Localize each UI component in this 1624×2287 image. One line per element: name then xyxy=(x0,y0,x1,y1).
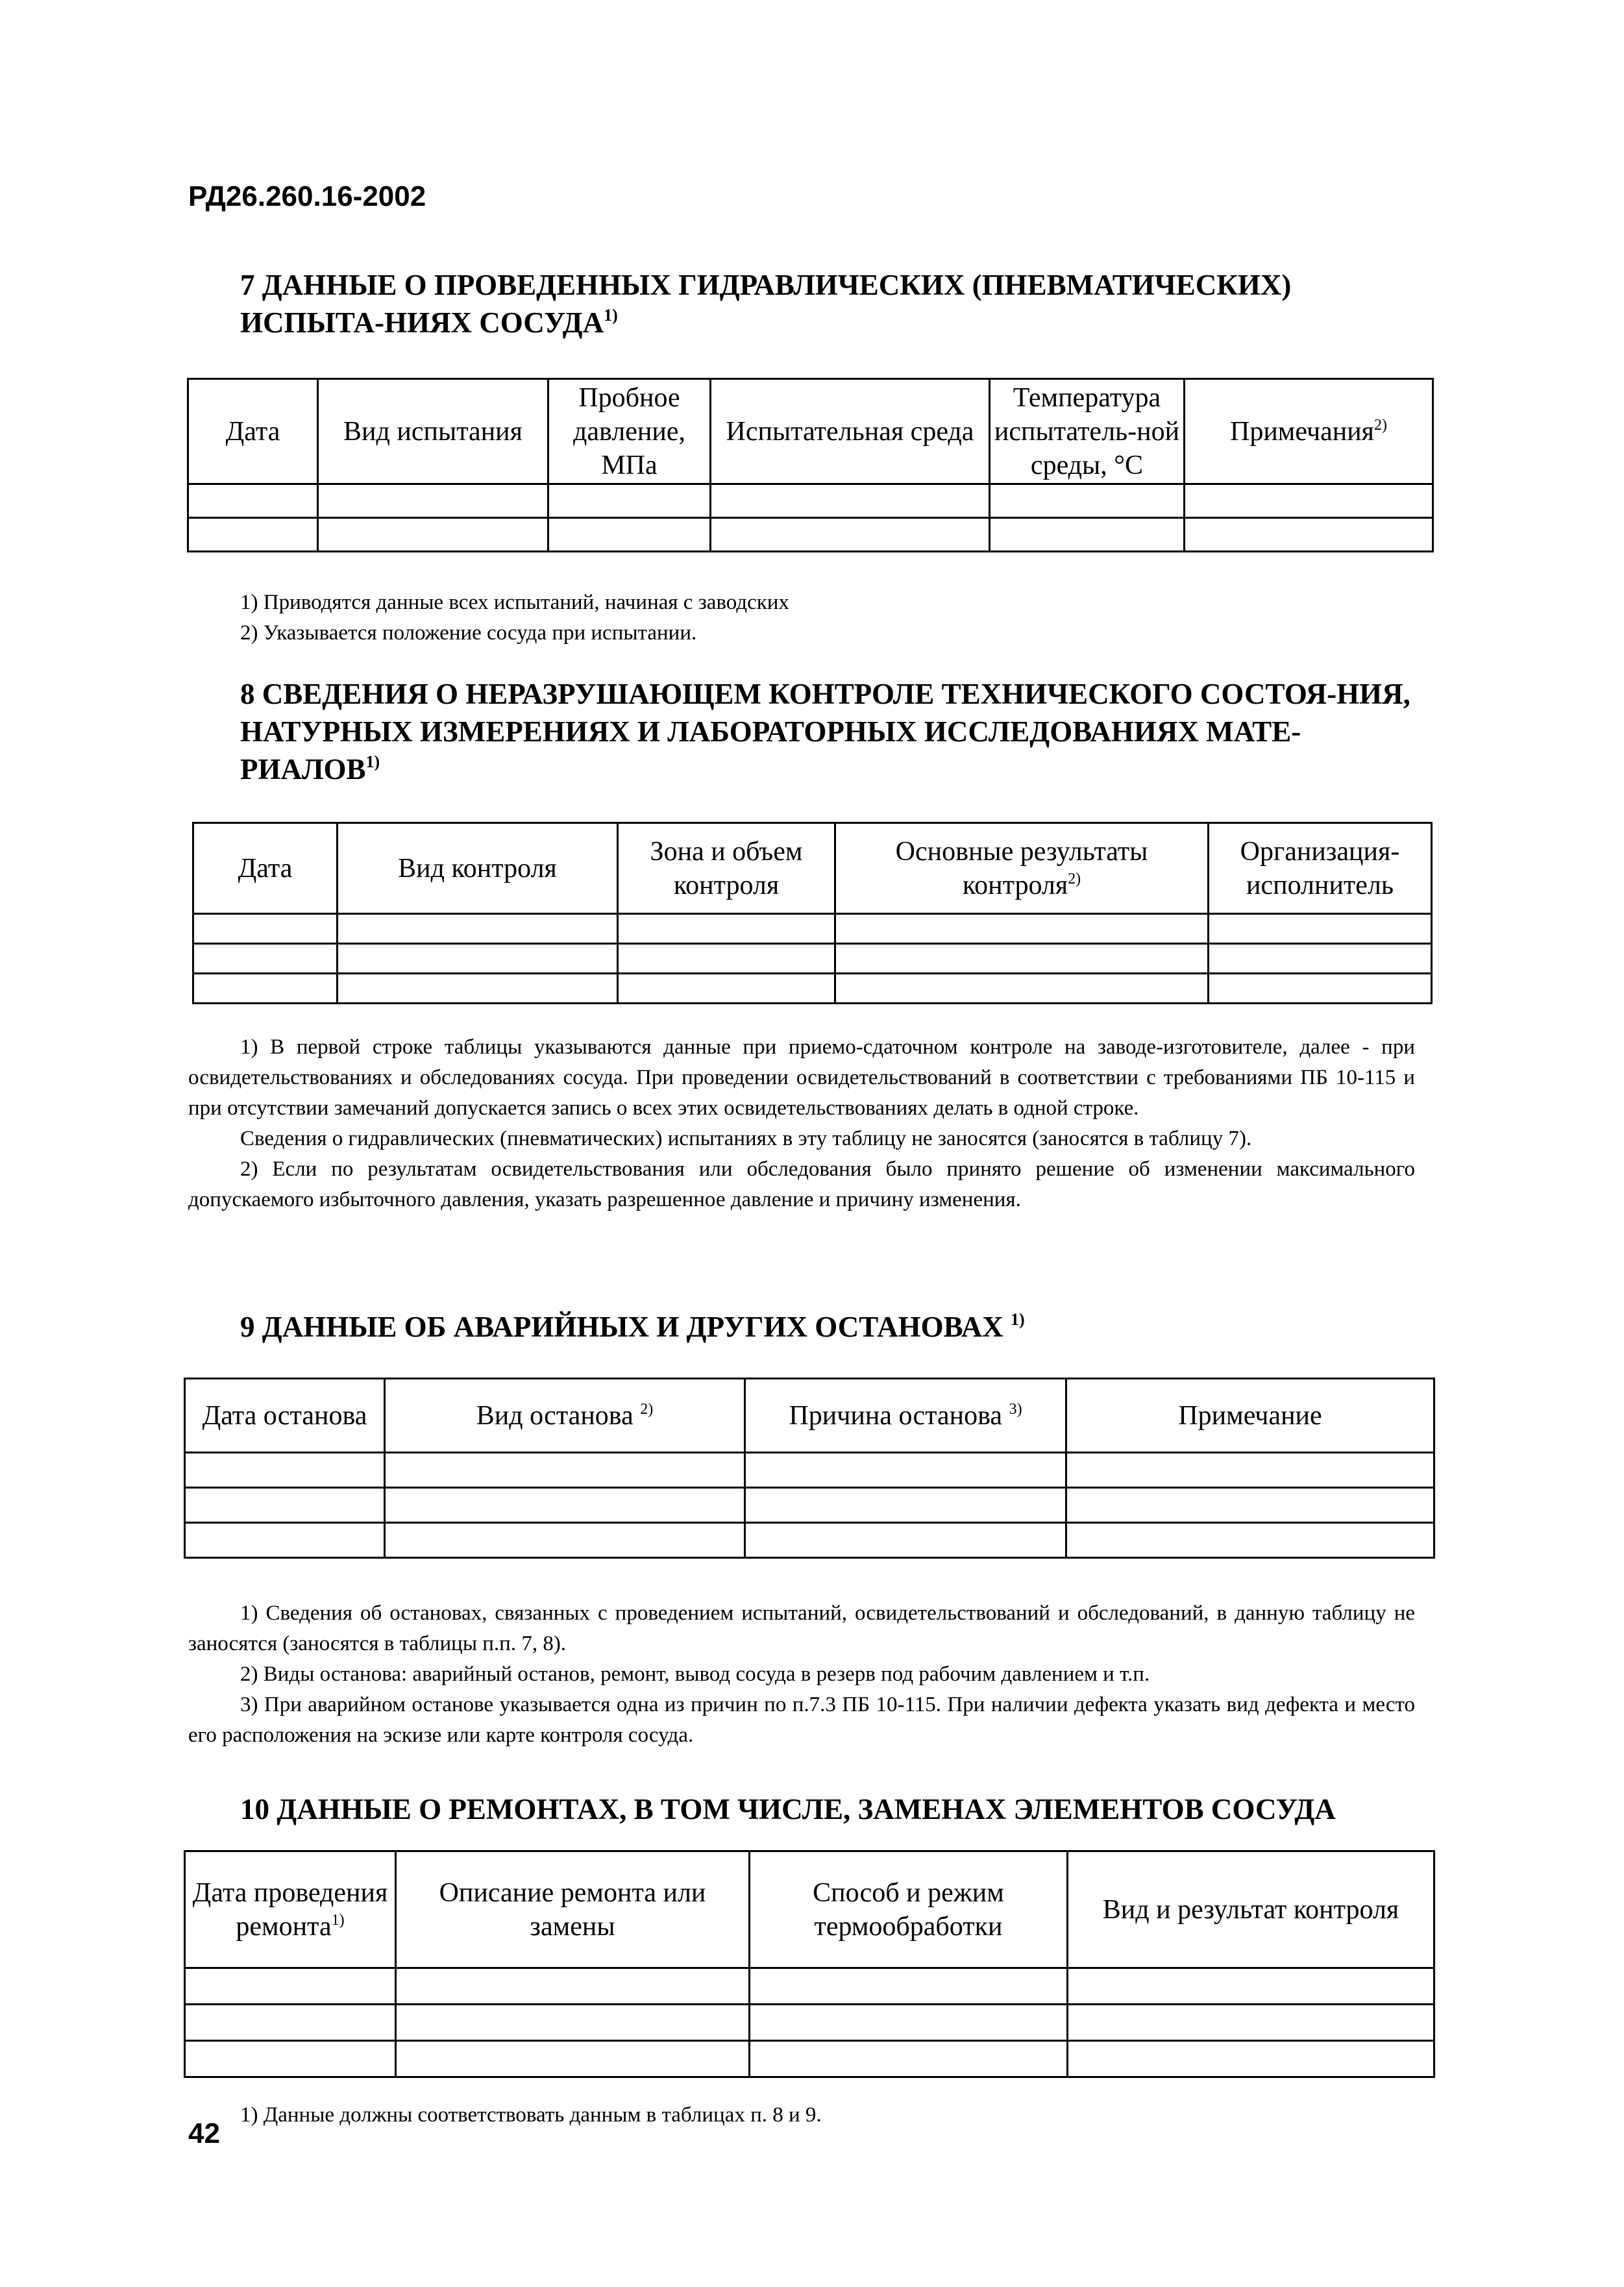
column-header-note: Примечание xyxy=(1066,1379,1434,1453)
column-header-control-result: Вид и результат контроля xyxy=(1068,1851,1434,1968)
column-header-zone-volume: Зона и объем контроля xyxy=(618,823,835,914)
table-row xyxy=(188,484,1433,518)
section9-notes xyxy=(188,1598,1415,1751)
section9-heading xyxy=(240,1308,1415,1346)
table-row xyxy=(193,944,1432,974)
column-header-test-type: Вид испытания xyxy=(318,379,548,484)
column-header-repair-date: Дата проведения ремонта$^{1)}$ xyxy=(185,1851,396,1968)
column-header-medium-temperature: Температура испытатель-ной среды, °С xyxy=(990,379,1185,484)
column-header-repair-description: Описание ремонта или замены xyxy=(396,1851,750,1968)
table-row xyxy=(188,518,1433,552)
column-header-notes: Примечания$^{2)}$ xyxy=(1185,379,1433,484)
column-header-control-type: Вид контроля xyxy=(338,823,618,914)
document-code: РД26.260.16-2002 xyxy=(188,180,426,212)
footnote: 2) Виды останова: аварийный останов, ремонт, вывод сосуда в резерв под рабочим давлением и т.п. xyxy=(240,1663,1150,1686)
section8-title-footnote-mark: 1) xyxy=(365,752,380,771)
column-header-stop-date: Дата останова xyxy=(185,1379,385,1453)
column-header-stop-reason: Причина останова $^{3)}$ xyxy=(745,1379,1066,1453)
section8-table xyxy=(192,822,1433,1004)
table-row xyxy=(185,1523,1434,1558)
section8-notes xyxy=(188,1032,1415,1215)
footnote: 1) Данные должны соответствовать данным в таблицах п. 8 и 9. xyxy=(240,2103,822,2127)
section10-heading xyxy=(240,1790,1415,1828)
footnote: 1) Приводятся данные всех испытаний, начиная с заводских xyxy=(240,591,789,614)
column-header-main-results: Основные результаты контроля$^{2)}$ xyxy=(835,823,1209,914)
section9-title-footnote-mark: 1) xyxy=(1011,1310,1025,1329)
footnote: 3) При аварийном останове указывается одна из причин по п.7.3 ПБ 10-115. При наличии дефекта указать вид дефекта и место его расположения на эскизе или карте контроля сосуда. xyxy=(188,1693,1415,1747)
section7-title-footnote-mark: 1) xyxy=(604,306,618,325)
table-header-row xyxy=(185,1851,1434,1968)
column-header-date: Дата xyxy=(188,379,318,484)
section7-heading xyxy=(240,266,1415,341)
footnote: 1) Сведения об остановах, связанных с проведением испытаний, освидетельствований и обследований, в данную таблицу не заносятся (заносятся в таблицы п.п. 7, 8). xyxy=(188,1601,1415,1655)
table-row xyxy=(193,914,1432,944)
table-row xyxy=(185,1968,1434,2005)
footnote: 2) Указывается положение сосуда при испытании. xyxy=(240,621,697,645)
section8-heading xyxy=(240,675,1415,788)
table-header-row xyxy=(185,1379,1434,1453)
column-header-executing-organization: Организация-исполнитель xyxy=(1209,823,1432,914)
section10-notes xyxy=(188,2100,1415,2131)
section9-table xyxy=(184,1378,1435,1559)
table-row xyxy=(185,2041,1434,2077)
section7-table xyxy=(187,378,1434,552)
table-row xyxy=(185,1488,1434,1523)
column-header-stop-type: Вид останова $^{2)}$ xyxy=(385,1379,745,1453)
section7-title: 7 ДАННЫЕ О ПРОВЕДЕННЫХ ГИДРАВЛИЧЕСКИХ (ПНЕВМАТИЧЕСКИХ) ИСПЫТА-НИЯХ СОСУДА xyxy=(240,269,1292,339)
table-row xyxy=(185,2005,1434,2041)
table-row xyxy=(193,974,1432,1004)
table-header-row xyxy=(193,823,1432,914)
column-header-heat-treatment: Способ и режим термообработки xyxy=(750,1851,1068,1968)
section8-title: 8 СВЕДЕНИЯ О НЕРАЗРУШАЮЩЕМ КОНТРОЛЕ ТЕХНИЧЕСКОГО СОСТОЯ-НИЯ, НАТУРНЫХ ИЗМЕРЕНИЯХ И ЛАБОРАТОРНЫХ ИССЛЕДОВАНИЯХ МАТЕ-РИАЛОВ xyxy=(240,678,1410,785)
section10-title: 10 ДАННЫЕ О РЕМОНТАХ, В ТОМ ЧИСЛЕ, ЗАМЕНАХ ЭЛЕМЕНТОВ СОСУДА xyxy=(240,1793,1336,1825)
footnote: 2) Если по результатам освидетельствования или обследования было принято решение об изменении максимального допускаемого избыточного давления, указать разрешенное давление и причину изменения. xyxy=(188,1157,1415,1211)
column-header-test-medium: Испытательная среда xyxy=(711,379,990,484)
table-row xyxy=(185,1453,1434,1488)
column-header-date: Дата xyxy=(193,823,338,914)
column-header-test-pressure: Пробное давление, МПа xyxy=(548,379,711,484)
footnote: Сведения о гидравлических (пневматических) испытаниях в эту таблицу не заносятся (заносятся в таблицу 7). xyxy=(240,1127,1252,1150)
section10-table xyxy=(184,1850,1435,2078)
section7-notes xyxy=(188,587,1415,649)
table-header-row xyxy=(188,379,1433,484)
section9-title: 9 ДАННЫЕ ОБ АВАРИЙНЫХ И ДРУГИХ ОСТАНОВАХ xyxy=(240,1311,1003,1343)
page-number: 42 xyxy=(188,2118,220,2149)
footnote: 1) В первой строке таблицы указываются данные при приемо-сдаточном контроле на заводе-изготовителе, далее - при освидетельствованиях и обследованиях сосуда. При проведении освидетельствований в соответствии с требованиями ПБ 10-115 и при отсутствии замечаний допускается запись о всех этих освидетельствованиях делать в одной строке. xyxy=(188,1035,1415,1120)
